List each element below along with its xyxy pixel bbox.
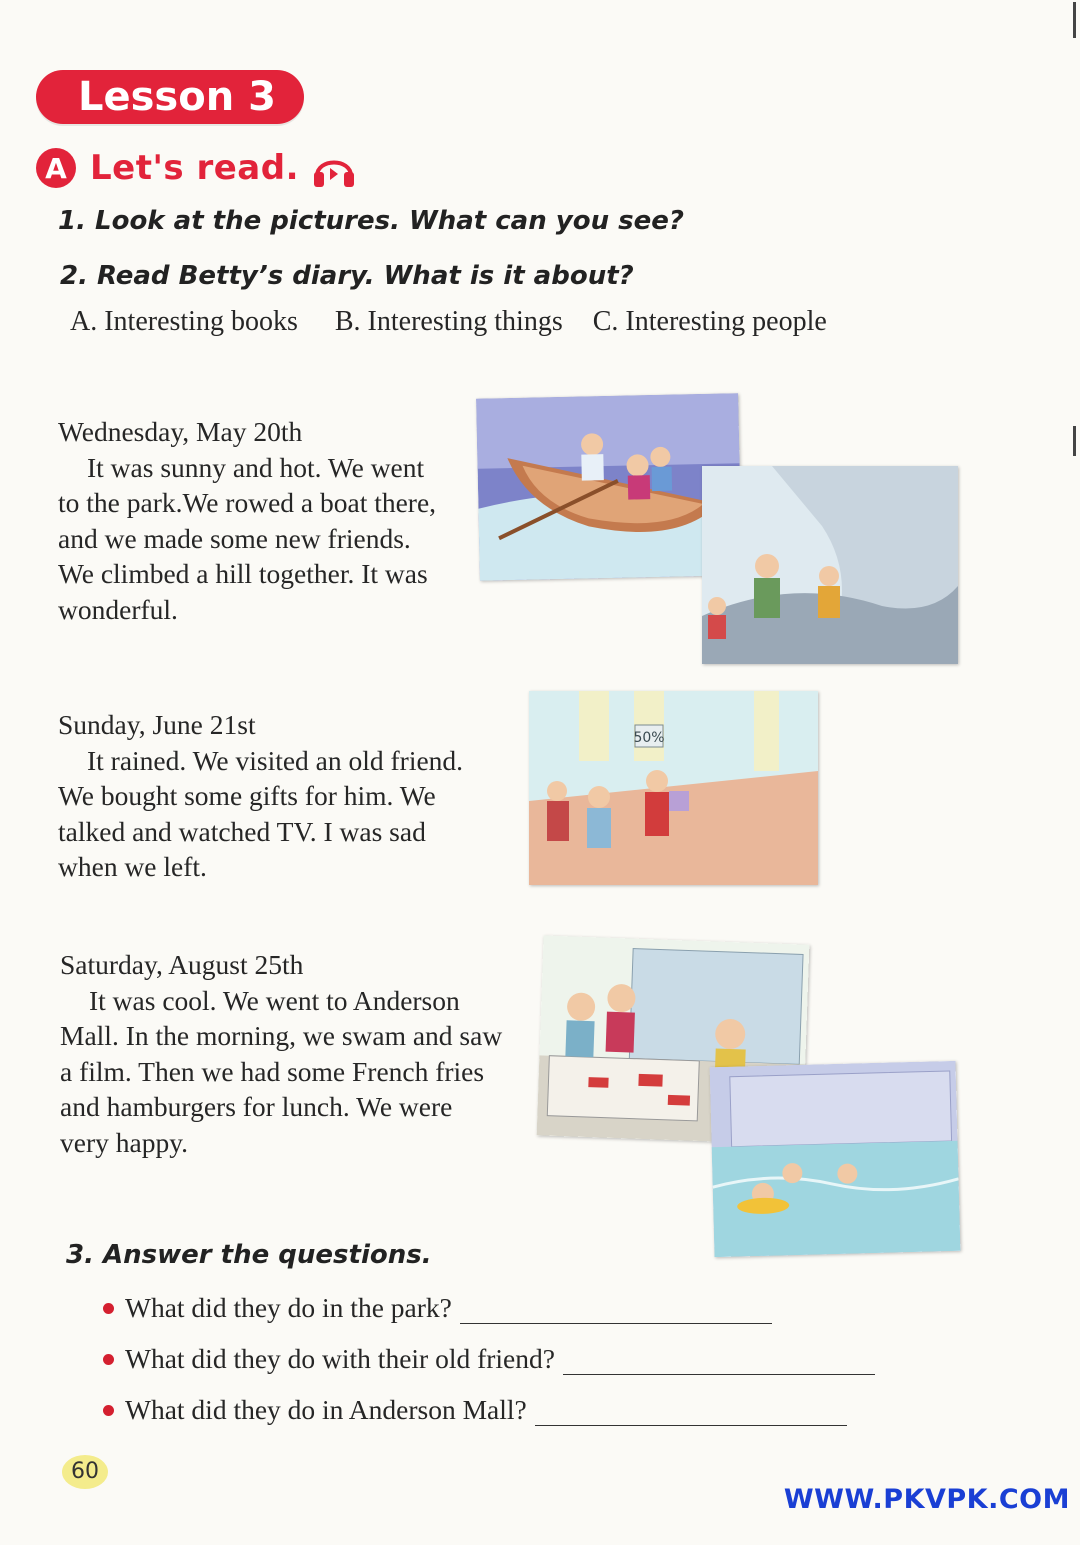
question-2 xyxy=(103,1343,875,1375)
answer-blank[interactable] xyxy=(535,1397,847,1426)
diary-date: Saturday, August 25th xyxy=(60,949,304,980)
diary-line: We climbed a hill together. It was xyxy=(58,558,428,589)
bullet-icon xyxy=(103,1405,114,1416)
diary-line: and hamburgers for lunch. We were xyxy=(60,1091,453,1122)
option-c[interactable]: C. Interesting people xyxy=(592,306,827,337)
answer-blank[interactable] xyxy=(563,1346,875,1375)
diary-line: talked and watched TV. I was sad xyxy=(58,815,426,847)
diary-line: very happy. xyxy=(60,1126,189,1158)
scan-edge-mark xyxy=(1073,426,1076,456)
question-3 xyxy=(103,1394,847,1426)
page-number: 60 xyxy=(62,1455,108,1489)
diary-line: It was cool. We went to Anderson xyxy=(89,984,460,1016)
watermark: WWW.PKVPK.COM xyxy=(783,1484,1070,1515)
answer-options xyxy=(70,306,827,338)
shopping-picture xyxy=(529,691,818,885)
section-a-heading xyxy=(36,146,357,190)
bullet-icon xyxy=(103,1303,114,1314)
hill-climbing-picture xyxy=(702,466,958,664)
shop-sign-text: 50% xyxy=(633,730,665,746)
diary-line: It rained. We visited an old friend. xyxy=(87,744,464,776)
task-2: 2. Read Betty’s diary. What is it about? xyxy=(60,261,634,291)
swimming-picture xyxy=(710,1061,961,1257)
diary-line: a film. Then we had some French fries xyxy=(60,1055,485,1087)
scan-edge-mark xyxy=(1073,2,1076,38)
question-text: What did they do with their old friend? xyxy=(125,1343,555,1374)
diary-entry-1 xyxy=(58,414,436,627)
diary-date: Sunday, June 21st xyxy=(58,709,256,740)
lesson-title-badge: Lesson 3 xyxy=(36,70,304,124)
bullet-icon xyxy=(103,1354,114,1365)
diary-line: Mall. In the morning, we swam and saw xyxy=(60,1020,503,1051)
option-b[interactable]: B. Interesting things xyxy=(334,306,563,337)
task-1: 1. Look at the pictures. What can you see? xyxy=(58,206,684,236)
option-a[interactable]: A. Interesting books xyxy=(70,306,298,337)
diary-line: and we made some new friends. xyxy=(58,522,411,554)
diary-line: wonderful. xyxy=(58,593,178,625)
question-text: What did they do in Anderson Mall? xyxy=(125,1394,527,1425)
diary-line: when we left. xyxy=(58,851,207,882)
question-1 xyxy=(103,1292,772,1324)
diary-date: Wednesday, May 20th xyxy=(58,416,303,447)
section-title: Let's read. xyxy=(90,148,299,188)
task-3: 3. Answer the questions. xyxy=(66,1240,432,1270)
diary-line: It was sunny and hot. We went xyxy=(87,451,425,483)
answer-blank[interactable] xyxy=(460,1295,772,1324)
section-letter-badge: A xyxy=(36,148,76,188)
diary-entry-2 xyxy=(58,707,463,885)
diary-entry-3 xyxy=(60,947,502,1160)
diary-line: to the park.We rowed a boat there, xyxy=(58,487,437,518)
headphones-icon[interactable] xyxy=(311,146,357,190)
question-text: What did they do in the park? xyxy=(125,1292,452,1323)
diary-line: We bought some gifts for him. We xyxy=(58,780,436,811)
